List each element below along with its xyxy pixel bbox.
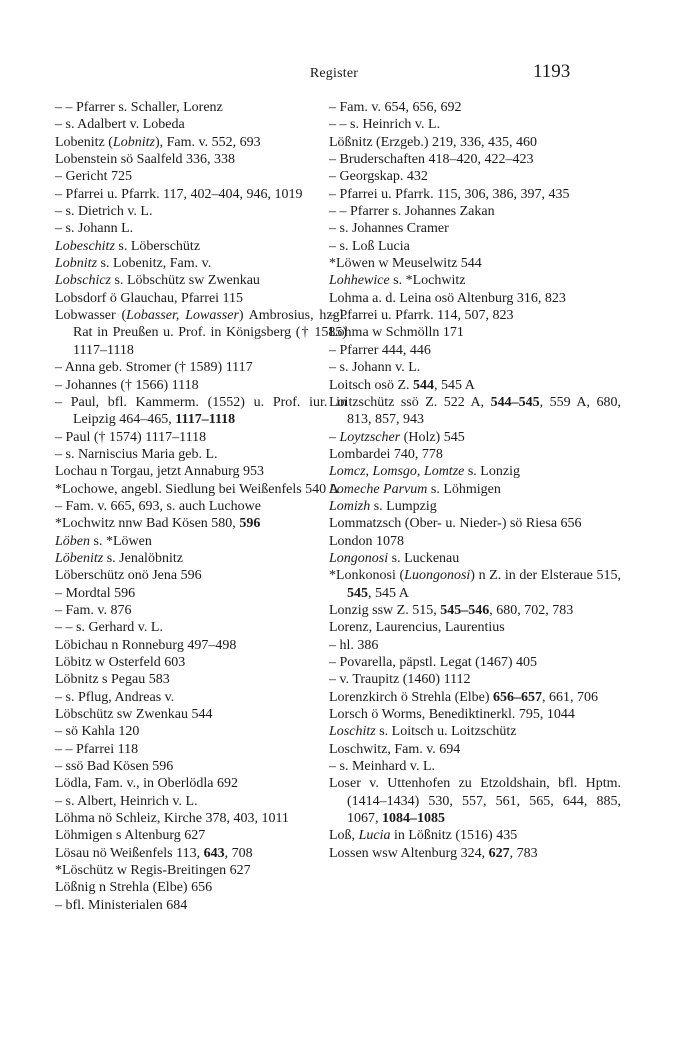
index-entry: – s. Johann L. [55,221,134,237]
index-entry: Loitzschütz ssö Z. 522 A, 544–545, 559 A, 680, 813, 857, 943 [329,394,621,428]
index-entry: – Georgskap. 432 [329,169,428,185]
index-entry: Lößnig n Strehla (Elbe) 656 [55,880,213,896]
index-entry: – Anna geb. Stromer († 1589) 1117 [55,360,253,376]
index-entry: – – Pfarrei 118 [55,741,139,757]
index-entry: Lobsdorf ö Glauchau, Pfarrei 115 [55,290,244,306]
index-entry: *Löschütz w Regis-Breitingen 627 [55,863,251,879]
index-entry: Lobeschitz s. Löberschütz [55,238,201,254]
index-entry: *Löwen w Meuselwitz 544 [329,256,482,272]
index-entry: Loschwitz, Fam. v. 694 [329,741,461,757]
index-entry: – Loytzscher (Holz) 545 [329,429,465,445]
index-entry: Löbnitz s Pegau 583 [55,672,170,688]
index-entry: – Gericht 725 [55,169,132,185]
index-entry: – Pfarrer 444, 446 [329,342,431,358]
index-entry: Lombardei 740, 778 [329,446,443,462]
index-entry: – Pfarrei u. Pfarrk. 114, 507, 823 [329,308,514,324]
index-entry: *Lonkonosi (Luongonosi) n Z. in der Elsteraue 515, 545, 545 A [329,568,622,601]
index-entry: Löhmigen s Altenburg 627 [55,828,206,844]
index-entry: – Fam. v. 665, 693, s. auch Luchowe [55,498,261,514]
page-number: 1193 [533,61,571,82]
index-entry: Loser v. Uttenhofen zu Etzoldshain, bfl. Hptm. (1414–1434) 530, 557, 561, 565, 644, 885, 1067, 1084–1085 [329,776,621,827]
index-entry: – v. Traupitz (1460) 1112 [329,672,471,688]
index-entry: Lobwasser (Lobasser, Lowasser) Ambrosius, hzgl. Rat in Preußen u. Prof. in Königsberg († 1585) 1117–1118 [55,308,347,358]
index-entry: – – Pfarrer s. Schaller, Lorenz [55,100,223,115]
index-entry: Lödla, Fam. v., in Oberlödla 692 [55,776,239,792]
index-entry: Löbschütz sw Zwenkau 544 [55,707,213,723]
index-entry: – Fam. v. 876 [55,602,132,618]
index-entry: – hl. 386 [329,637,379,653]
index-entry: – Bruderschaften 418–420, 422–423 [329,152,534,168]
index-entry: Lohma w Schmölln 171 [329,325,464,341]
index-entry: – s. Loß Lucia [329,238,410,254]
index-entry: Lochau n Torgau, jetzt Annaburg 953 [55,464,264,480]
index-entry: – – s. Heinrich v. L. [329,117,441,133]
index-entry: Lommatzsch (Ober- u. Nieder-) sö Riesa 656 [329,516,582,532]
index-column-left [55,99,347,914]
index-entry: Löhma nö Schleiz, Kirche 378, 403, 1011 [55,811,289,827]
index-entry: Lomizh s. Lumpzig [329,498,437,514]
index-entry: Loß, Lucia in Lößnitz (1516) 435 [329,828,518,844]
index-entry: Lösau nö Weißenfels 113, 643, 708 [55,845,253,861]
running-header: Register [309,66,359,81]
index-entry: – s. Meinhard v. L. [329,759,436,775]
index-entry: Lomeche Parvum s. Löhmigen [329,481,501,497]
index-entry: Lobenstein sö Saalfeld 336, 338 [55,152,236,168]
index-entry: Löbitz w Osterfeld 603 [55,655,186,670]
index-entry: Lößnitz (Erzgeb.) 219, 336, 435, 460 [329,134,538,150]
index-entry: – Paul († 1574) 1117–1118 [55,429,207,445]
index-entry: – Fam. v. 654, 656, 692 [329,100,462,115]
index-entry: Loschitz s. Loitsch u. Loitzschütz [329,724,517,740]
index-entry: – Mordtal 596 [55,585,136,601]
index-entry: – s. Johann v. L. [329,360,421,376]
index-entry: Lobenitz (Lobnitz), Fam. v. 552, 693 [55,134,261,150]
index-entry: *Lochowe, angebl. Siedlung bei Weißenfels 540 A [55,481,339,497]
index-entry: – sö Kahla 120 [55,724,140,740]
index-entry: Löben s. *Löwen [55,533,152,549]
index-entry: – s. Albert, Heinrich v. L. [55,793,198,809]
index-entry: – s. Dietrich v. L. [55,204,153,220]
index-entry: – – Pfarrer s. Johannes Zakan [329,204,495,220]
index-column-right [329,99,621,862]
index-entry: London 1078 [329,533,405,549]
index-entry: – – s. Gerhard v. L. [55,620,163,636]
index-entry: Lorenzkirch ö Strehla (Elbe) 656–657, 661, 706 [329,689,599,705]
index-entry: Löbichau n Ronneburg 497–498 [55,637,237,653]
index-entry: – bfl. Ministerialen 684 [55,897,188,913]
index-entry: Lorenz, Laurencius, Laurentius [329,620,505,636]
index-entry: – Paul, bfl. Kammerm. (1552) u. Prof. iur. in Leipzig 464–465, 1117–1118 [55,394,347,428]
index-entry: Lobschicz s. Löbschütz sw Zwenkau [55,273,260,289]
index-entry: – Povarella, päpstl. Legat (1467) 405 [329,655,538,670]
index-entry: Lossen wsw Altenburg 324, 627, 783 [329,845,538,861]
index-entry: Löberschütz onö Jena 596 [55,568,202,584]
index-entry: Lobnitz s. Lobenitz, Fam. v. [55,256,212,272]
index-entry: Lohma a. d. Leina osö Altenburg 316, 823 [329,290,566,306]
index-entry: Longonosi s. Luckenau [329,550,460,566]
index-entry: – s. Johannes Cramer [329,221,449,237]
index-entry: Lorsch ö Worms, Benediktinerkl. 795, 1044 [329,707,575,723]
index-entry: Loitsch osö Z. 544, 545 A [329,377,475,393]
index-entry: – ssö Bad Kösen 596 [55,759,174,775]
index-entry: – s. Pflug, Andreas v. [55,689,175,705]
index-entry: – s. Narniscius Maria geb. L. [55,446,218,462]
index-entry: – Johannes († 1566) 1118 [55,377,199,393]
index-entry: Lohhewice s. *Lochwitz [329,273,466,289]
index-entry: – Pfarrei u. Pfarrk. 115, 306, 386, 397, 435 [329,186,570,202]
index-entry: Lonzig ssw Z. 515, 545–546, 680, 702, 783 [329,602,574,618]
index-entry: – s. Adalbert v. Lobeda [55,117,185,133]
index-entry: – Pfarrei u. Pfarrk. 117, 402–404, 946, 1019 [55,186,303,202]
index-entry: *Lochwitz nnw Bad Kösen 580, 596 [55,516,261,532]
index-entry: Löbenitz s. Jenalöbnitz [55,550,183,566]
index-entry: Lomcz, Lomsgo, Lomtze s. Lonzig [329,464,520,480]
